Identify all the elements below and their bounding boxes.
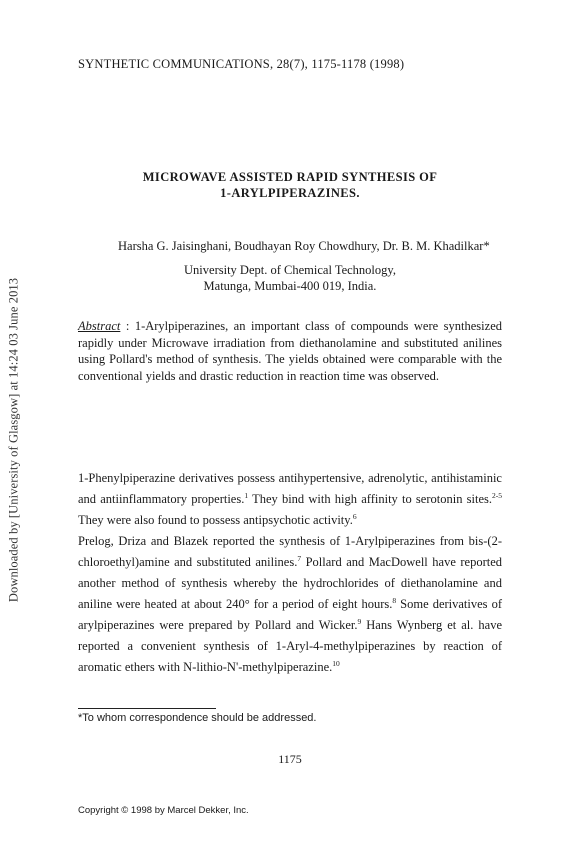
body-text-span: 1-Phenylpiperazine derivatives possess antihypertensive, adrenolytic, antihistaminic and antiinflammatory properties.	[78, 471, 502, 506]
body-text-span: Pollard and MacDowell have reported another method of synthesis whereby the hydrochlorides of diethanolamine and aniline were heated at about 240° for a period of eight hours.	[78, 555, 503, 611]
citation-ref: 10	[332, 659, 340, 668]
paper-title-line-2: 1-ARYLPIPERAZINES.	[220, 186, 360, 200]
paper-title-line-1: MICROWAVE ASSISTED RAPID SYNTHESIS OF	[142, 170, 438, 184]
body-text	[78, 468, 502, 678]
body-text-span: Hans Wynberg et al. have reported a convenient synthesis of 1-Aryl-4-methylpiperazines by reaction of aromatic ethers with N-lithio-N'-methylpiperazine.	[78, 618, 503, 674]
body-text-span: Prelog, Driza and Blazek reported the synthesis of 1-Arylpiperazines from bis-(2-chloroethyl)amine and substituted anilines.	[78, 534, 502, 569]
copyright-notice: Copyright © 1998 by Marcel Dekker, Inc.	[78, 805, 249, 816]
download-watermark-text: Downloaded by [University of Glasgow] at 14:24 03 June 2013	[6, 277, 21, 603]
citation-ref: 1	[244, 491, 249, 500]
footnote-divider	[78, 708, 216, 709]
body-paragraph-1	[78, 468, 502, 531]
body-text-span: Some derivatives of arylpiperazines were prepared by Pollard and Wicker.	[78, 597, 502, 632]
citation-ref: 9	[357, 617, 362, 626]
affiliation-line-1: University Dept. of Chemical Technology,	[184, 263, 396, 277]
citation-ref: 8	[392, 596, 397, 605]
correspondence-footnote: *To whom correspondence should be addressed.	[78, 712, 317, 724]
affiliation-line-2: Matunga, Mumbai-400 019, India.	[203, 279, 377, 293]
abstract-label: Abstract	[78, 319, 121, 333]
abstract-text: : 1-Arylpiperazines, an important class of compounds were synthesized rapidly under Microwave irradiation from diethanolamine and substituted anilines using Pollard's method of synthesis. The yields obtained were comparable with the conventional yields and drastic reduction in reaction time was observed.	[78, 319, 502, 383]
journal-citation: SYNTHETIC COMMUNICATIONS, 28(7), 1175-1178 (1998)	[78, 57, 405, 71]
citation-ref: 2-5	[492, 491, 502, 500]
citation-ref: 6	[352, 512, 357, 521]
citation-ref: 7	[297, 554, 302, 563]
download-watermark	[2, 250, 26, 630]
page-number: 1175	[278, 752, 302, 766]
abstract-section	[78, 318, 502, 384]
author-list: Harsha G. Jaisinghani, Boudhayan Roy Chowdhury, Dr. B. M. Khadilkar*	[118, 239, 490, 253]
body-text-span: They were also found to possess antipsychotic activity.	[78, 513, 353, 527]
body-paragraph-2	[78, 531, 502, 678]
body-text-span: They bind with high affinity to serotonin sites.	[248, 492, 492, 506]
